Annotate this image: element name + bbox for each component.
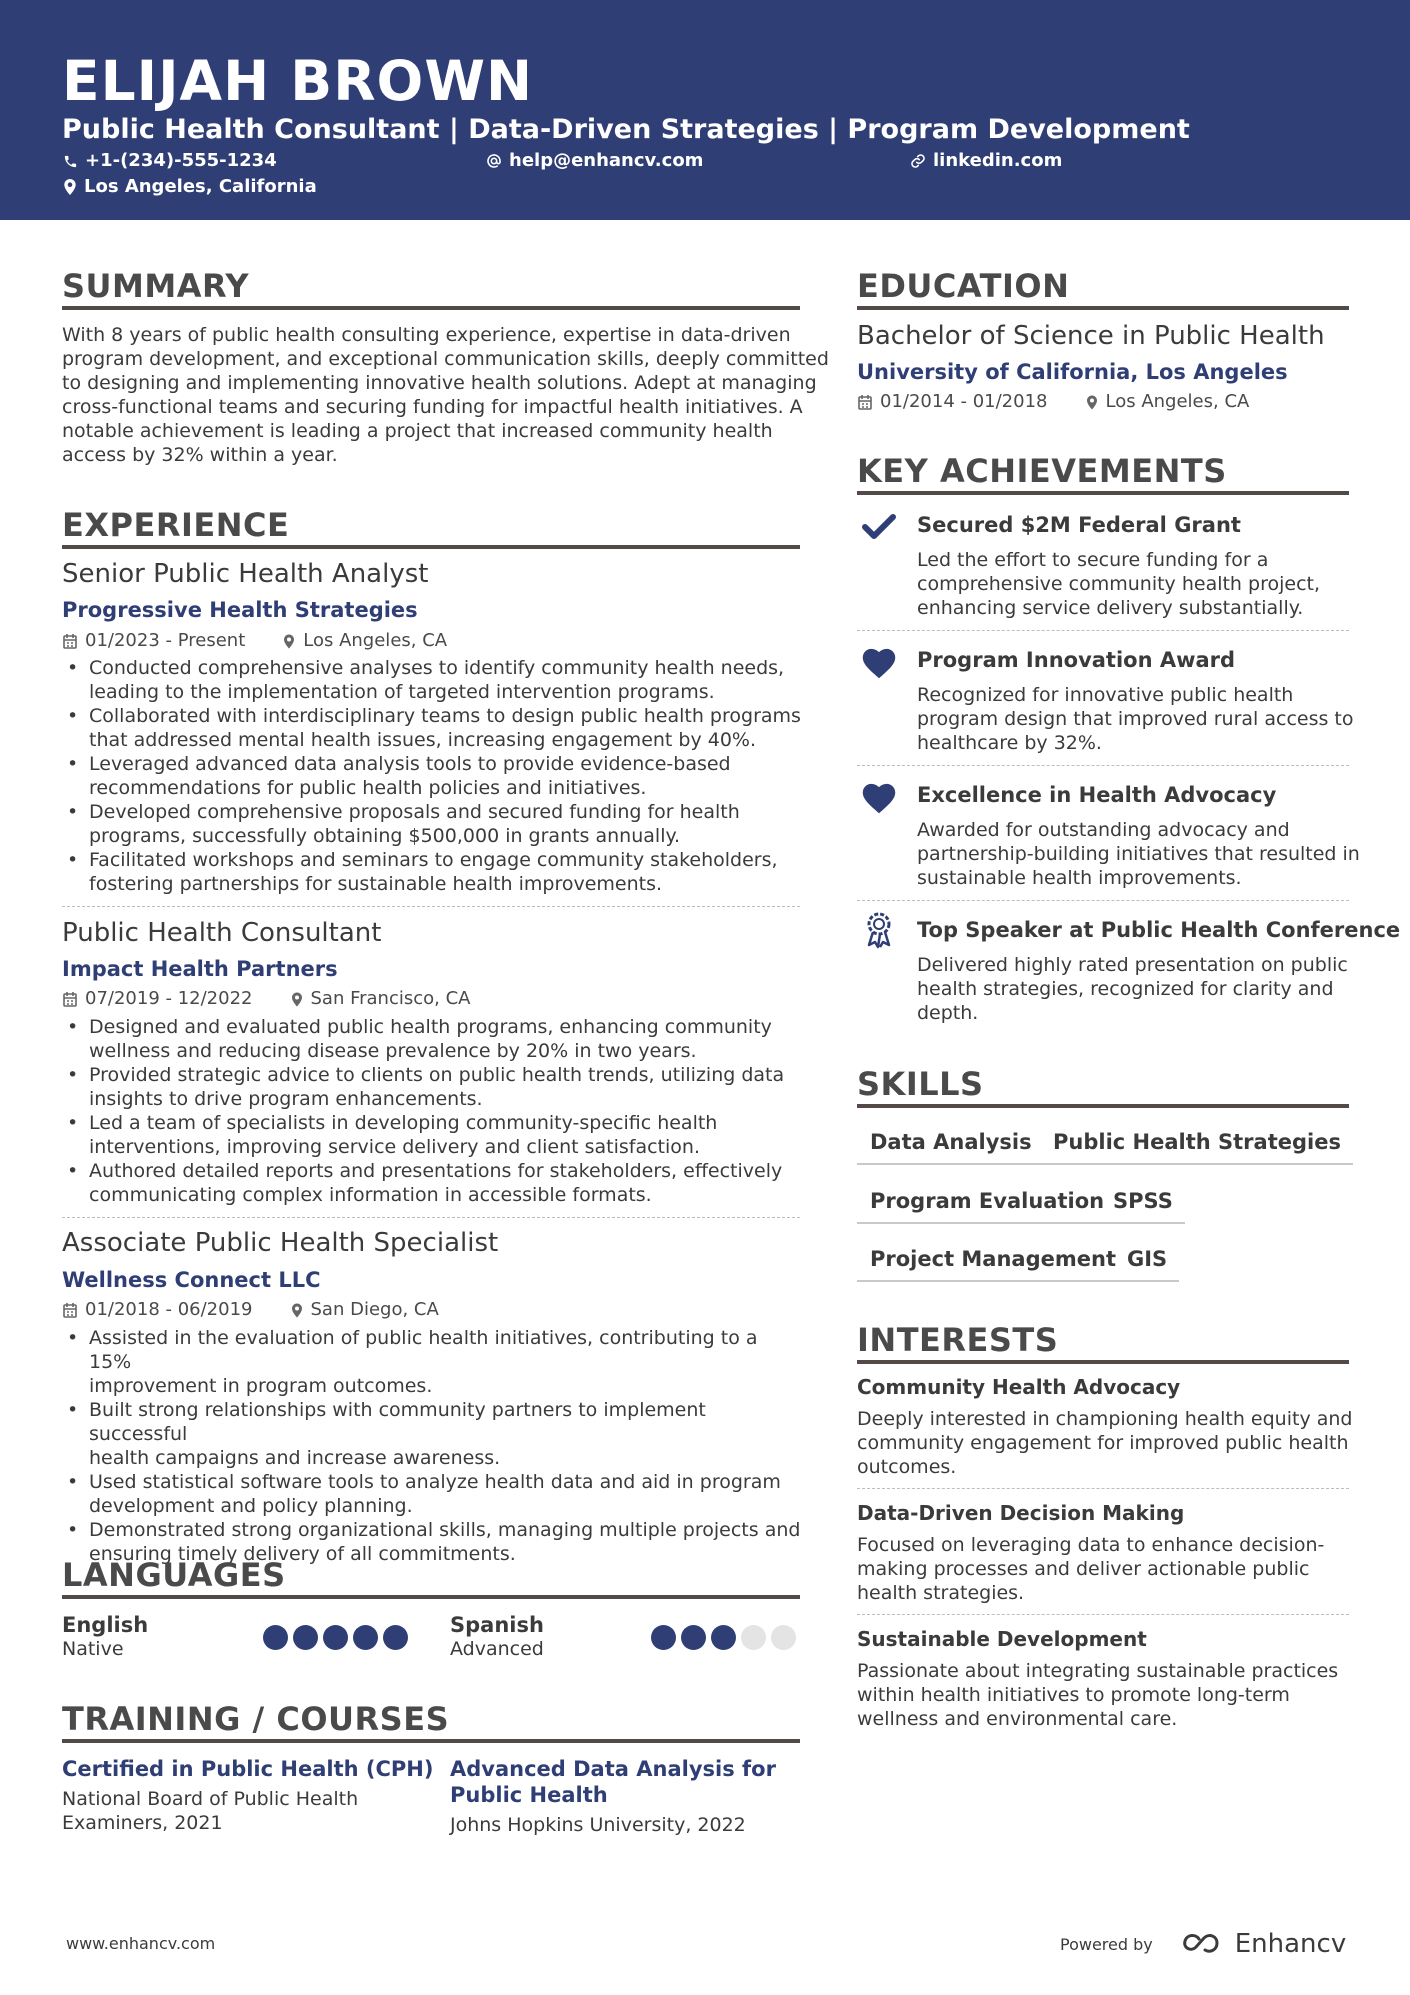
- divider: [857, 765, 1349, 766]
- interest-title: Data-Driven Decision Making: [857, 1501, 1185, 1525]
- phone-icon: [63, 154, 78, 169]
- location-pin-icon: [63, 179, 77, 195]
- language-name: Spanish: [450, 1613, 544, 1637]
- job-meta: [63, 630, 447, 652]
- job-location: San Diego, CA: [310, 1299, 439, 1320]
- skill-tag: Public Health Strategies: [1040, 1129, 1353, 1165]
- interests-rule: [857, 1360, 1349, 1364]
- achievement-desc: Awarded for outstanding advocacy and partnership-building initiatives that resulted in sustainable health improvements.: [917, 819, 1360, 889]
- skill-tag: SPSS: [1100, 1188, 1185, 1224]
- bullet-item: • Provided strategic advice to clients on public health trends, utilizing data insights to drive program enhancements.: [62, 1063, 802, 1111]
- summary-heading: SUMMARY: [62, 267, 250, 305]
- languages-heading: LANGUAGES: [62, 1556, 286, 1594]
- course-provider: National Board of Public Health Examiners, 2021: [62, 1788, 359, 1834]
- job-bullets: [62, 1326, 802, 1566]
- language-name: English: [62, 1613, 149, 1637]
- bullet-item: • Built strong relationships with community partners to implement successful health campaigns and increase awareness.: [62, 1398, 802, 1470]
- bullet-item: • Conducted comprehensive analyses to identify community health needs, leading to the implementation of targeted intervention programs.: [62, 656, 802, 704]
- phone-contact[interactable]: [63, 150, 277, 172]
- job-role: Senior Public Health Analyst: [62, 559, 429, 589]
- bullet-item: • Assisted in the evaluation of public health initiatives, contributing to a 15% improvement in program outcomes.: [62, 1326, 802, 1398]
- calendar-icon: [63, 1303, 77, 1318]
- location-pin-icon: [291, 1303, 303, 1318]
- skill-tag: Data Analysis: [857, 1129, 1044, 1165]
- powered-by-label: Powered by: [1060, 1934, 1153, 1954]
- job-meta: [63, 988, 470, 1010]
- education-rule: [857, 306, 1349, 310]
- bullet-item: • Facilitated workshops and seminars to engage community stakeholders, fostering partnerships for sustainable health improvements.: [62, 848, 802, 896]
- job-company: Impact Health Partners: [62, 957, 338, 981]
- achievement-desc: Led the effort to secure funding for a comprehensive community health project, enhancing service delivery substantially.: [917, 549, 1320, 619]
- bullet-item: • Demonstrated strong organizational skills, managing multiple projects and ensuring timely delivery of all commitments.: [62, 1518, 802, 1566]
- email-contact[interactable]: [486, 150, 703, 172]
- linkedin-text: linkedin.com: [933, 150, 1063, 171]
- bullet-item: • Leveraged advanced data analysis tools to provide evidence-based recommendations for public health policies and initiatives.: [62, 752, 802, 800]
- interest-title: Community Health Advocacy: [857, 1375, 1181, 1399]
- rating-dot-filled: [651, 1625, 676, 1650]
- job-location: San Francisco, CA: [310, 988, 471, 1009]
- language-level: Advanced: [450, 1638, 544, 1660]
- bullet-item: • Used statistical software tools to analyze health data and aid in program development and policy planning.: [62, 1470, 802, 1518]
- achievement-title: Top Speaker at Public Health Conference: [917, 918, 1401, 942]
- link-icon: [910, 153, 926, 169]
- bullet-item: • Collaborated with interdisciplinary teams to design public health programs that addressed mental health issues, increasing engagement by 40%.: [62, 704, 802, 752]
- divider: [62, 1217, 800, 1218]
- rating-dot-filled: [681, 1625, 706, 1650]
- language-rating: [263, 1625, 408, 1650]
- enhancv-brand-text: Enhancv: [1234, 1929, 1347, 1959]
- summary-line: to designing and implementing innovative health solutions. Adept at managing: [62, 372, 817, 394]
- experience-heading: EXPERIENCE: [62, 506, 290, 544]
- linkedin-contact[interactable]: [910, 150, 1062, 172]
- at-icon: [486, 153, 502, 169]
- skill-tag: Project Management: [857, 1246, 1128, 1282]
- bullet-item: • Authored detailed reports and presentations for stakeholders, effectively communicating complex information in accessible formats.: [62, 1159, 802, 1207]
- email-text: help@enhancv.com: [509, 150, 704, 171]
- degree-title: Bachelor of Science in Public Health: [857, 321, 1325, 351]
- rating-dot-empty: [741, 1625, 766, 1650]
- divider: [857, 1614, 1349, 1615]
- job-bullets: [62, 656, 802, 896]
- interest-desc: Focused on leveraging data to enhance decision- making processes and deliver actionable public health strategies.: [857, 1534, 1325, 1604]
- divider: [857, 900, 1349, 901]
- skill-tag: GIS: [1114, 1246, 1179, 1282]
- skill-tag: Program Evaluation: [857, 1188, 1116, 1224]
- header: [0, 0, 1410, 220]
- achievement-title: Excellence in Health Advocacy: [917, 783, 1277, 807]
- education-heading: EDUCATION: [857, 267, 1070, 305]
- footer-website[interactable]: www.enhancv.com: [66, 1934, 216, 1953]
- job-role: Public Health Consultant: [62, 918, 382, 948]
- calendar-icon: [858, 395, 872, 410]
- candidate-name: ELIJAH BROWN: [62, 49, 534, 113]
- language-rating: [651, 1625, 796, 1650]
- location-contact: [63, 176, 317, 198]
- location-pin-icon: [291, 992, 303, 1007]
- achievements-rule: [857, 491, 1349, 495]
- location-pin-icon: [283, 634, 295, 649]
- education-location: Los Angeles, CA: [1105, 391, 1250, 412]
- check-icon: [862, 514, 896, 540]
- rating-dot-filled: [353, 1625, 378, 1650]
- bullet-item: • Developed comprehensive proposals and secured funding for health programs, successfully obtaining $500,000 in grants annually.: [62, 800, 802, 848]
- summary-line: program development, and exceptional communication skills, deeply committed: [62, 348, 829, 370]
- course-provider: Johns Hopkins University, 2022: [450, 1814, 746, 1836]
- summary-line: cross-functional teams and securing funding for impactful health initiatives. A: [62, 396, 803, 418]
- interests-heading: INTERESTS: [857, 1321, 1059, 1359]
- rating-dot-filled: [293, 1625, 318, 1650]
- job-bullets: [62, 1015, 802, 1207]
- summary-rule: [62, 306, 800, 310]
- achievement-title: Program Innovation Award: [917, 648, 1236, 672]
- bullet-item: • Designed and evaluated public health programs, enhancing community wellness and reducing disease prevalence by 20% in two years.: [62, 1015, 802, 1063]
- award-ribbon-icon: [864, 911, 894, 949]
- summary-line: access by 32% within a year.: [62, 444, 338, 466]
- calendar-icon: [63, 634, 77, 649]
- skills-rule: [857, 1104, 1349, 1108]
- education-meta: [858, 391, 1249, 413]
- divider: [857, 1488, 1349, 1489]
- enhancv-logo[interactable]: [1179, 1929, 1346, 1959]
- skills-heading: SKILLS: [857, 1065, 984, 1103]
- job-company: Wellness Connect LLC: [62, 1268, 321, 1292]
- calendar-icon: [63, 992, 77, 1007]
- education-dates: 01/2014 - 01/2018: [880, 391, 1048, 412]
- achievement-desc: Recognized for innovative public health program design that improved rural access to healthcare by 32%.: [917, 684, 1354, 754]
- job-location: Los Angeles, CA: [303, 630, 448, 651]
- training-rule: [62, 1739, 800, 1743]
- achievement-desc: Delivered highly rated presentation on public health strategies, recognized for clarity and depth.: [917, 954, 1348, 1024]
- rating-dot-filled: [711, 1625, 736, 1650]
- interest-desc: Deeply interested in championing health equity and community engagement for improved public health outcomes.: [857, 1408, 1353, 1478]
- enhancv-logo-icon: [1179, 1931, 1227, 1957]
- phone-text: +1-(234)-555-1234: [85, 150, 277, 171]
- location-text: Los Angeles, California: [84, 176, 317, 197]
- footer-branding: [1060, 1929, 1346, 1959]
- job-role: Associate Public Health Specialist: [62, 1228, 499, 1258]
- summary-text: [62, 323, 829, 467]
- rating-dot-empty: [771, 1625, 796, 1650]
- job-dates: 01/2018 - 06/2019: [85, 1299, 253, 1320]
- course-title: Certified in Public Health (CPH): [62, 1757, 434, 1781]
- experience-rule: [62, 545, 800, 549]
- summary-line: With 8 years of public health consulting experience, expertise in data-driven: [62, 324, 791, 346]
- rating-dot-filled: [263, 1625, 288, 1650]
- rating-dot-filled: [323, 1625, 348, 1650]
- achievements-heading: KEY ACHIEVEMENTS: [857, 452, 1227, 490]
- job-dates: 01/2023 - Present: [85, 630, 246, 651]
- course-title: Advanced Data Analysis for Public Health: [450, 1757, 776, 1807]
- rating-dot-filled: [383, 1625, 408, 1650]
- divider: [857, 630, 1349, 631]
- location-pin-icon: [1086, 395, 1098, 410]
- training-heading: TRAINING / COURSES: [62, 1700, 450, 1738]
- interest-title: Sustainable Development: [857, 1627, 1147, 1651]
- summary-line: notable achievement is leading a project that increased community health: [62, 420, 773, 442]
- achievement-title: Secured $2M Federal Grant: [917, 513, 1241, 537]
- interest-desc: Passionate about integrating sustainable practices within health initiatives to promote long-term wellness and environmental care.: [857, 1660, 1339, 1730]
- divider: [62, 906, 800, 907]
- heart-icon: [860, 645, 898, 679]
- heart-icon: [860, 780, 898, 814]
- school-name: University of California, Los Angeles: [857, 360, 1288, 384]
- job-company: Progressive Health Strategies: [62, 598, 418, 622]
- languages-rule: [62, 1595, 800, 1599]
- job-meta: [63, 1299, 439, 1321]
- language-level: Native: [62, 1638, 124, 1660]
- bullet-item: • Led a team of specialists in developing community-specific health interventions, improving service delivery and client satisfaction.: [62, 1111, 802, 1159]
- job-dates: 07/2019 - 12/2022: [85, 988, 253, 1009]
- candidate-title: Public Health Consultant | Data-Driven Strategies | Program Development: [62, 114, 1190, 145]
